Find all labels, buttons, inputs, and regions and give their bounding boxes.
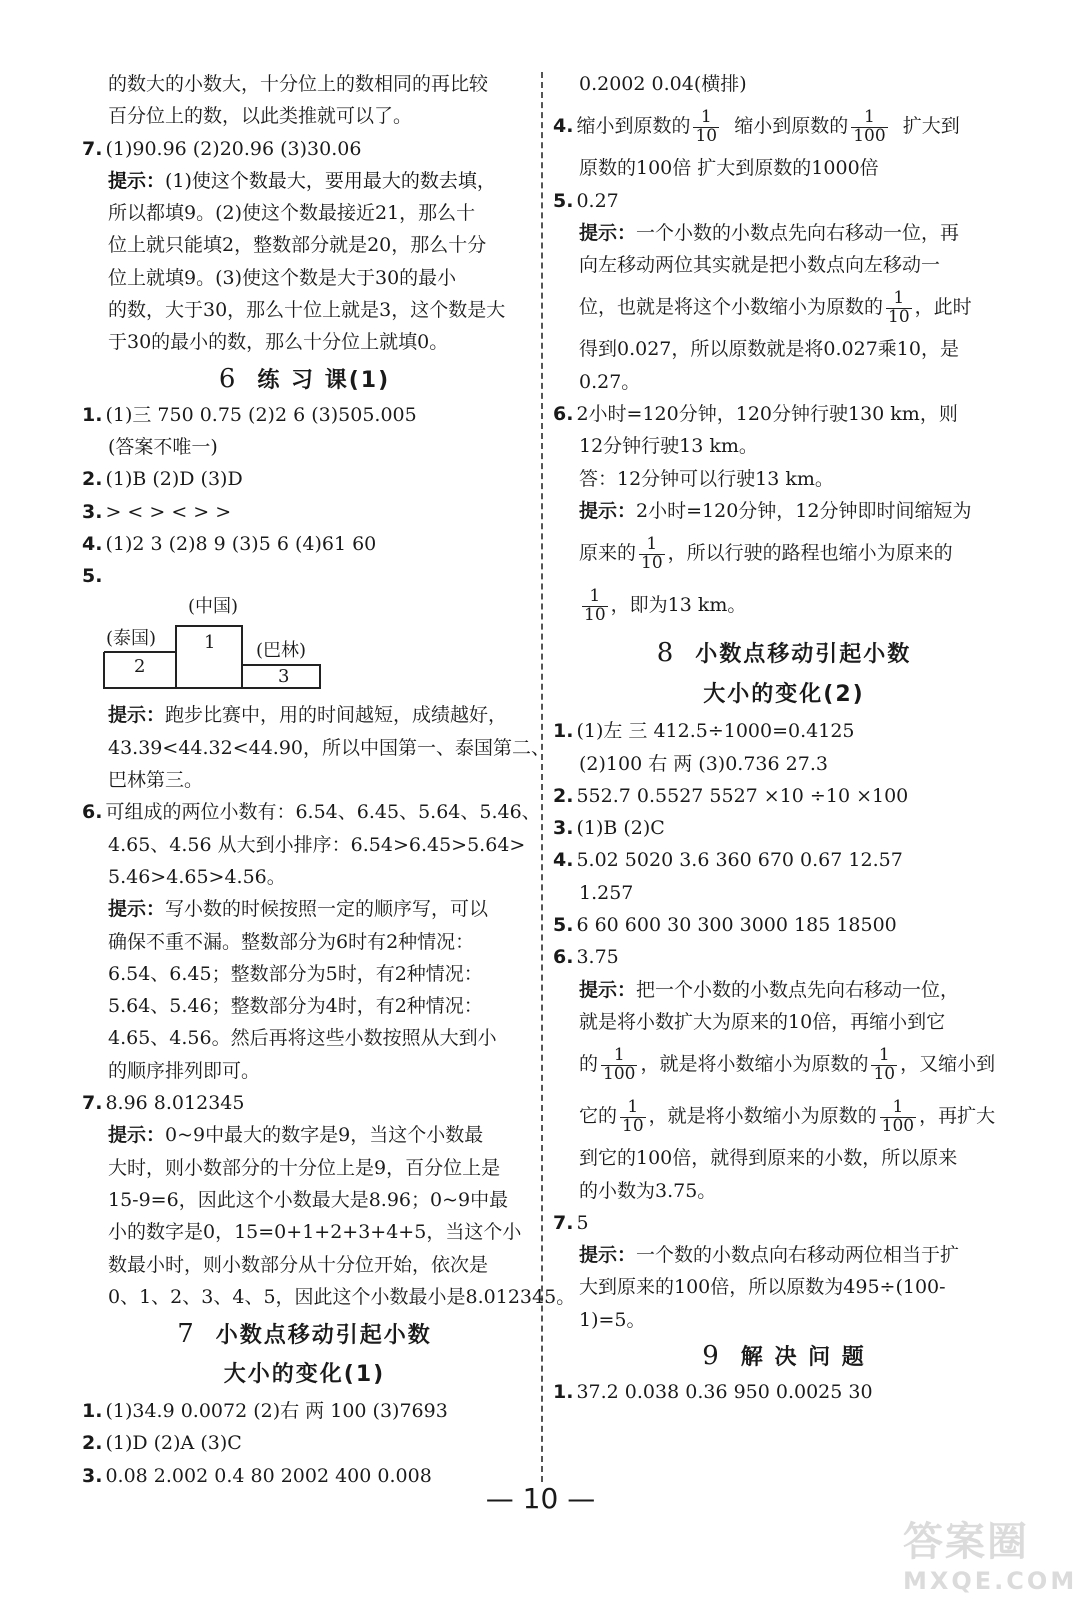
hint-line [82, 1119, 527, 1151]
hint-line: 6.54、6.45；整数部分为5时，有2种情况： [108, 962, 483, 985]
answer-4 [553, 844, 1015, 876]
fraction [851, 106, 887, 146]
hint-line: 数最小时，则小数部分从十分位开始，依次是 [108, 1253, 489, 1276]
hint-text: ，再扩大 [919, 1105, 996, 1128]
answer-5 [553, 185, 1015, 217]
numerator: 1 [892, 1096, 904, 1117]
answer-3 [82, 496, 527, 528]
answer-1 [553, 1376, 1015, 1408]
answer-6 [553, 398, 1015, 430]
hint-line: 1)=5。 [579, 1308, 646, 1331]
hint-text: (1)使这个数最大，要用最大的数去填， [165, 169, 496, 192]
answer-4 [553, 100, 1015, 152]
answer-text: 答：12分钟可以行驶13 km。 [579, 467, 834, 490]
hint-line: 确保不重不漏。整数部分为6时有2种情况： [108, 930, 475, 953]
hint-line [82, 699, 527, 731]
denominator: 100 [881, 1115, 915, 1136]
hint-text: 一个小数的小数点先向右移动一位，再 [636, 221, 960, 244]
answer-text: (1)三 750 0.75 (2)2 6 (3)505.005 [105, 403, 417, 426]
answer-5 [553, 909, 1015, 941]
answer-text: 3.75 [576, 946, 619, 969]
text-line: 百分位上的数，以此类推就可以了。 [108, 105, 413, 128]
answer-text: 5 [576, 1211, 589, 1234]
right-column [553, 68, 1015, 1408]
hint-line: 5.64、5.46；整数部分为4时，有2种情况： [108, 995, 483, 1018]
hint-line [553, 495, 1015, 527]
hint-line: 0.27。 [579, 370, 641, 393]
answer-2 [82, 1427, 527, 1459]
answer-text: 5.46>4.65>4.56。 [108, 865, 286, 888]
answer-6 [553, 941, 1015, 973]
hint-label: 提示： [108, 1124, 166, 1147]
fraction [693, 106, 719, 146]
hint-line: 于30的最小的数，那么十分位上就填0。 [108, 331, 449, 354]
hint-text: 原来的 [579, 542, 637, 565]
denominator: 10 [695, 125, 718, 146]
question-number: 5. [82, 565, 103, 588]
hint-label: 提示： [579, 221, 637, 244]
hint-line [82, 893, 527, 925]
hint-text: ，即为13 km。 [610, 594, 747, 617]
answer-text: 缩小到原数的 [576, 115, 691, 138]
hint-text: ，又缩小到 [900, 1053, 996, 1076]
numerator: 1 [893, 288, 905, 309]
section-title: 解 决 问 题 [740, 1345, 866, 1371]
hint-line [553, 217, 1015, 249]
answer-text: 12分钟行驶13 km。 [579, 435, 758, 458]
hint-line: 的数，大于30，那么十位上就是3，这个数是大 [108, 299, 506, 322]
hint-line: 位上就填9。(3)使这个数是大于30的最小 [108, 266, 457, 289]
page-number: — 10 — [485, 1482, 596, 1515]
fraction [582, 585, 608, 625]
answer-1 [82, 399, 527, 431]
answer-text: 可组成的两位小数有：6.54、6.45、5.64、5.46、 [105, 801, 541, 824]
fraction [871, 1044, 897, 1084]
hint-line: 就是将小数扩大为原来的10倍，再缩小到它 [579, 1010, 946, 1033]
section-heading-6 [82, 359, 527, 399]
answer-text: (1)2 3 (2)8 9 (3)5 6 (4)61 60 [105, 532, 377, 555]
hint-line: 15-9=6，因此这个小数最大是8.96；0~9中最 [108, 1188, 509, 1211]
hint-label: 提示： [108, 169, 166, 192]
answer-text: (2)100 右 两 (3)0.736 27.3 [579, 752, 828, 775]
hint-line: 小的数字是0，15=0+1+2+3+4+5，当这个小 [108, 1221, 522, 1244]
section-heading-7 [82, 1313, 527, 1355]
hint-line: 43.39<44.32<44.90，所以中国第一、泰国第二、 [108, 736, 551, 759]
answer-1 [82, 1395, 527, 1427]
answer-2 [553, 780, 1015, 812]
answer-text: (答案不唯一) [108, 435, 218, 458]
hint-label: 提示： [108, 898, 166, 921]
question-number: 3. [82, 500, 103, 523]
answer-text: 原数的100倍 扩大到原数的1000倍 [579, 157, 879, 180]
section-title: 小数点移动引起小数 [695, 642, 912, 668]
answer-text: 6 60 600 30 300 3000 185 18500 [576, 914, 897, 937]
answer-text: (1)B (2)C [576, 817, 665, 840]
label-berlin: (巴林) [256, 640, 307, 662]
question-number: 1. [82, 1400, 103, 1423]
hint-line: 的顺序排列即可。 [108, 1059, 261, 1082]
section-heading-7-line2: 大小的变化(1) [223, 1362, 386, 1388]
text-line: 的数大的小数大，十分位上的数相同的再比较 [108, 73, 489, 95]
question-number: 2. [553, 784, 574, 807]
hint-label: 提示： [579, 499, 637, 522]
answer-7 [82, 1087, 527, 1119]
hint-line [553, 1090, 1015, 1142]
hint-text: ，就是将小数缩小为原数的 [640, 1053, 869, 1076]
answer-text: > < > < > > [105, 500, 232, 523]
answer-text: (1)D (2)A (3)C [105, 1432, 242, 1455]
question-number: 6. [553, 403, 574, 426]
hint-text: ，此时 [914, 296, 972, 319]
hint-text: 把一个小数的小数点先向右移动一位， [636, 978, 960, 1001]
question-number: 6. [82, 801, 103, 824]
label-china: (中国) [188, 596, 239, 618]
hint-text: 它的 [579, 1105, 618, 1128]
hint-line: 得到0.027，所以原数就是将0.027乘10，是 [579, 338, 959, 361]
hint-line: 大时，则小数部分的十分位上是9，百分位上是 [108, 1156, 501, 1179]
section-number: 8 [656, 638, 676, 669]
question-number: 3. [553, 817, 574, 840]
section-number: 6 [218, 363, 238, 394]
hint-text: 一个数的小数点向右移动两位相当于扩 [636, 1244, 960, 1267]
question-number: 3. [82, 1464, 103, 1487]
place-second: 2 [134, 656, 146, 678]
numerator: 1 [627, 1096, 639, 1117]
answer-text: 0.2002 0.04(横排) [579, 73, 747, 95]
hint-text: ，所以行驶的路程也缩小为原来的 [667, 542, 953, 565]
answer-1 [553, 715, 1015, 747]
answer-text: (1)90.96 (2)20.96 (3)30.06 [105, 137, 362, 160]
fraction [880, 1096, 916, 1136]
hint-line [553, 281, 1015, 333]
hint-text: 写小数的时候按照一定的顺序写，可以 [165, 898, 489, 921]
denominator: 10 [873, 1063, 896, 1084]
hint-line: 0、1、2、3、4、5，因此这个小数最小是8.012345。 [108, 1285, 576, 1308]
answer-3 [553, 812, 1015, 844]
question-number: 4. [82, 532, 103, 555]
hint-line [553, 527, 1015, 579]
numerator: 1 [613, 1044, 625, 1065]
question-number: 2. [82, 468, 103, 491]
left-column [82, 68, 576, 1492]
denominator: 100 [603, 1063, 636, 1084]
answer-text: 0.08 2.002 0.4 80 2002 400 0.008 [105, 1464, 432, 1487]
section-heading-8-line2: 大小的变化(2) [703, 682, 865, 708]
answer-text: 缩小到原数的 [734, 115, 849, 138]
hint-label: 提示： [579, 978, 637, 1001]
answer-6 [82, 796, 541, 828]
hint-text: ，就是将小数缩小为原数的 [648, 1105, 877, 1128]
hint-line: 位上就只能填2，整数部分就是20，那么十分 [108, 234, 487, 257]
answer-text: 37.2 0.038 0.36 950 0.0025 30 [576, 1381, 873, 1404]
answer-text: 552.7 0.5527 5527 ×10 ÷10 ×100 [576, 784, 909, 807]
section-number: 7 [177, 1319, 196, 1350]
answer-text: 扩大到 [902, 115, 960, 138]
hint-text: 跑步比赛中，用的时间越短，成绩越好， [165, 704, 508, 727]
section-number: 9 [702, 1341, 721, 1372]
section-title: 小数点移动引起小数 [215, 1323, 432, 1349]
hint-line: 到它的100倍，就得到原来的小数，所以原来 [579, 1147, 958, 1170]
place-third: 3 [278, 666, 290, 688]
answer-2 [82, 463, 527, 495]
fraction [886, 290, 912, 327]
numerator: 1 [700, 106, 712, 127]
fraction [620, 1096, 646, 1136]
hint-text: 的 [579, 1053, 599, 1076]
answer-text: 8.96 8.012345 [105, 1092, 245, 1115]
denominator: 10 [622, 1115, 644, 1136]
podium-diagram [102, 594, 527, 699]
hint-text: 2小时=120分钟，12分钟即时间缩短为 [636, 499, 972, 522]
denominator: 100 [853, 125, 886, 146]
question-number: 5. [553, 189, 574, 212]
hint-line [553, 579, 1015, 631]
denominator: 10 [584, 604, 606, 625]
question-number: 7. [82, 1092, 103, 1115]
section-title: 练 习 课(1) [257, 367, 391, 393]
answer-text: 4.65、4.56 从大到小排序：6.54>6.45>5.64> [108, 833, 526, 856]
denominator: 10 [641, 552, 663, 573]
question-number: 6. [553, 946, 574, 969]
hint-line: 大到原来的100倍，所以原数为495÷(100- [579, 1276, 946, 1299]
hint-label: 提示： [108, 704, 166, 727]
label-thailand: (泰国) [106, 628, 157, 650]
question-number: 5. [553, 914, 574, 937]
hint-line: 巴林第三。 [108, 769, 204, 792]
answer-7 [82, 133, 527, 165]
hint-text: 位，也就是将这个小数缩小为原数的 [579, 296, 884, 319]
watermark-url: MXQE.COM [903, 1567, 1078, 1595]
question-number: 4. [553, 849, 574, 872]
answer-text: 2小时=120分钟，120分钟行驶130 km，则 [576, 403, 958, 426]
question-number: 4. [553, 115, 574, 138]
question-number: 7. [553, 1211, 574, 1234]
answer-7 [553, 1207, 1015, 1239]
answer-5 [82, 560, 527, 592]
hint-line: 向左移动两位其实就是把小数点向左移动一 [579, 254, 941, 277]
answer-text: (1)34.9 0.0072 (2)右 两 100 (3)7693 [105, 1400, 448, 1423]
hint-label: 提示： [579, 1244, 637, 1267]
answer-text: (1)B (2)D (3)D [105, 468, 243, 491]
hint-line: 的小数为3.75。 [579, 1179, 717, 1202]
numerator: 1 [589, 585, 601, 606]
section-heading-8 [553, 631, 1015, 675]
hint-line [82, 165, 527, 197]
answer-text: 0.27 [576, 189, 619, 212]
column-divider [541, 72, 543, 1482]
question-number: 7. [82, 137, 103, 160]
question-number: 1. [553, 720, 574, 743]
hint-line: 4.65、4.56。然后再将这些小数按照从大到小 [108, 1027, 497, 1050]
numerator: 1 [864, 106, 875, 127]
hint-line [553, 1239, 1015, 1271]
fraction [639, 533, 665, 573]
question-number: 2. [82, 1432, 103, 1455]
hint-line: 所以都填9。(2)使这个数最接近21，那么十 [108, 202, 476, 225]
numerator: 1 [878, 1044, 890, 1065]
question-number: 1. [553, 1381, 574, 1404]
hint-line [553, 1038, 1015, 1090]
answer-text: 1.257 [579, 881, 634, 904]
place-first: 1 [204, 632, 216, 654]
numerator: 1 [646, 533, 658, 554]
hint-line [553, 974, 1015, 1006]
answer-4 [82, 528, 527, 560]
answer-text: 5.02 5020 3.6 360 670 0.67 12.57 [576, 849, 903, 872]
watermark-logo [903, 1510, 1078, 1595]
answer-text: (1)左 三 412.5÷1000=0.4125 [576, 720, 855, 743]
denominator: 10 [888, 306, 910, 327]
question-number: 1. [82, 403, 103, 426]
hint-text: 0~9中最大的数字是9，当这个小数最 [165, 1124, 484, 1147]
section-heading-9 [553, 1336, 1015, 1376]
watermark-text: 答案圈 [903, 1519, 1029, 1565]
fraction [601, 1044, 637, 1084]
